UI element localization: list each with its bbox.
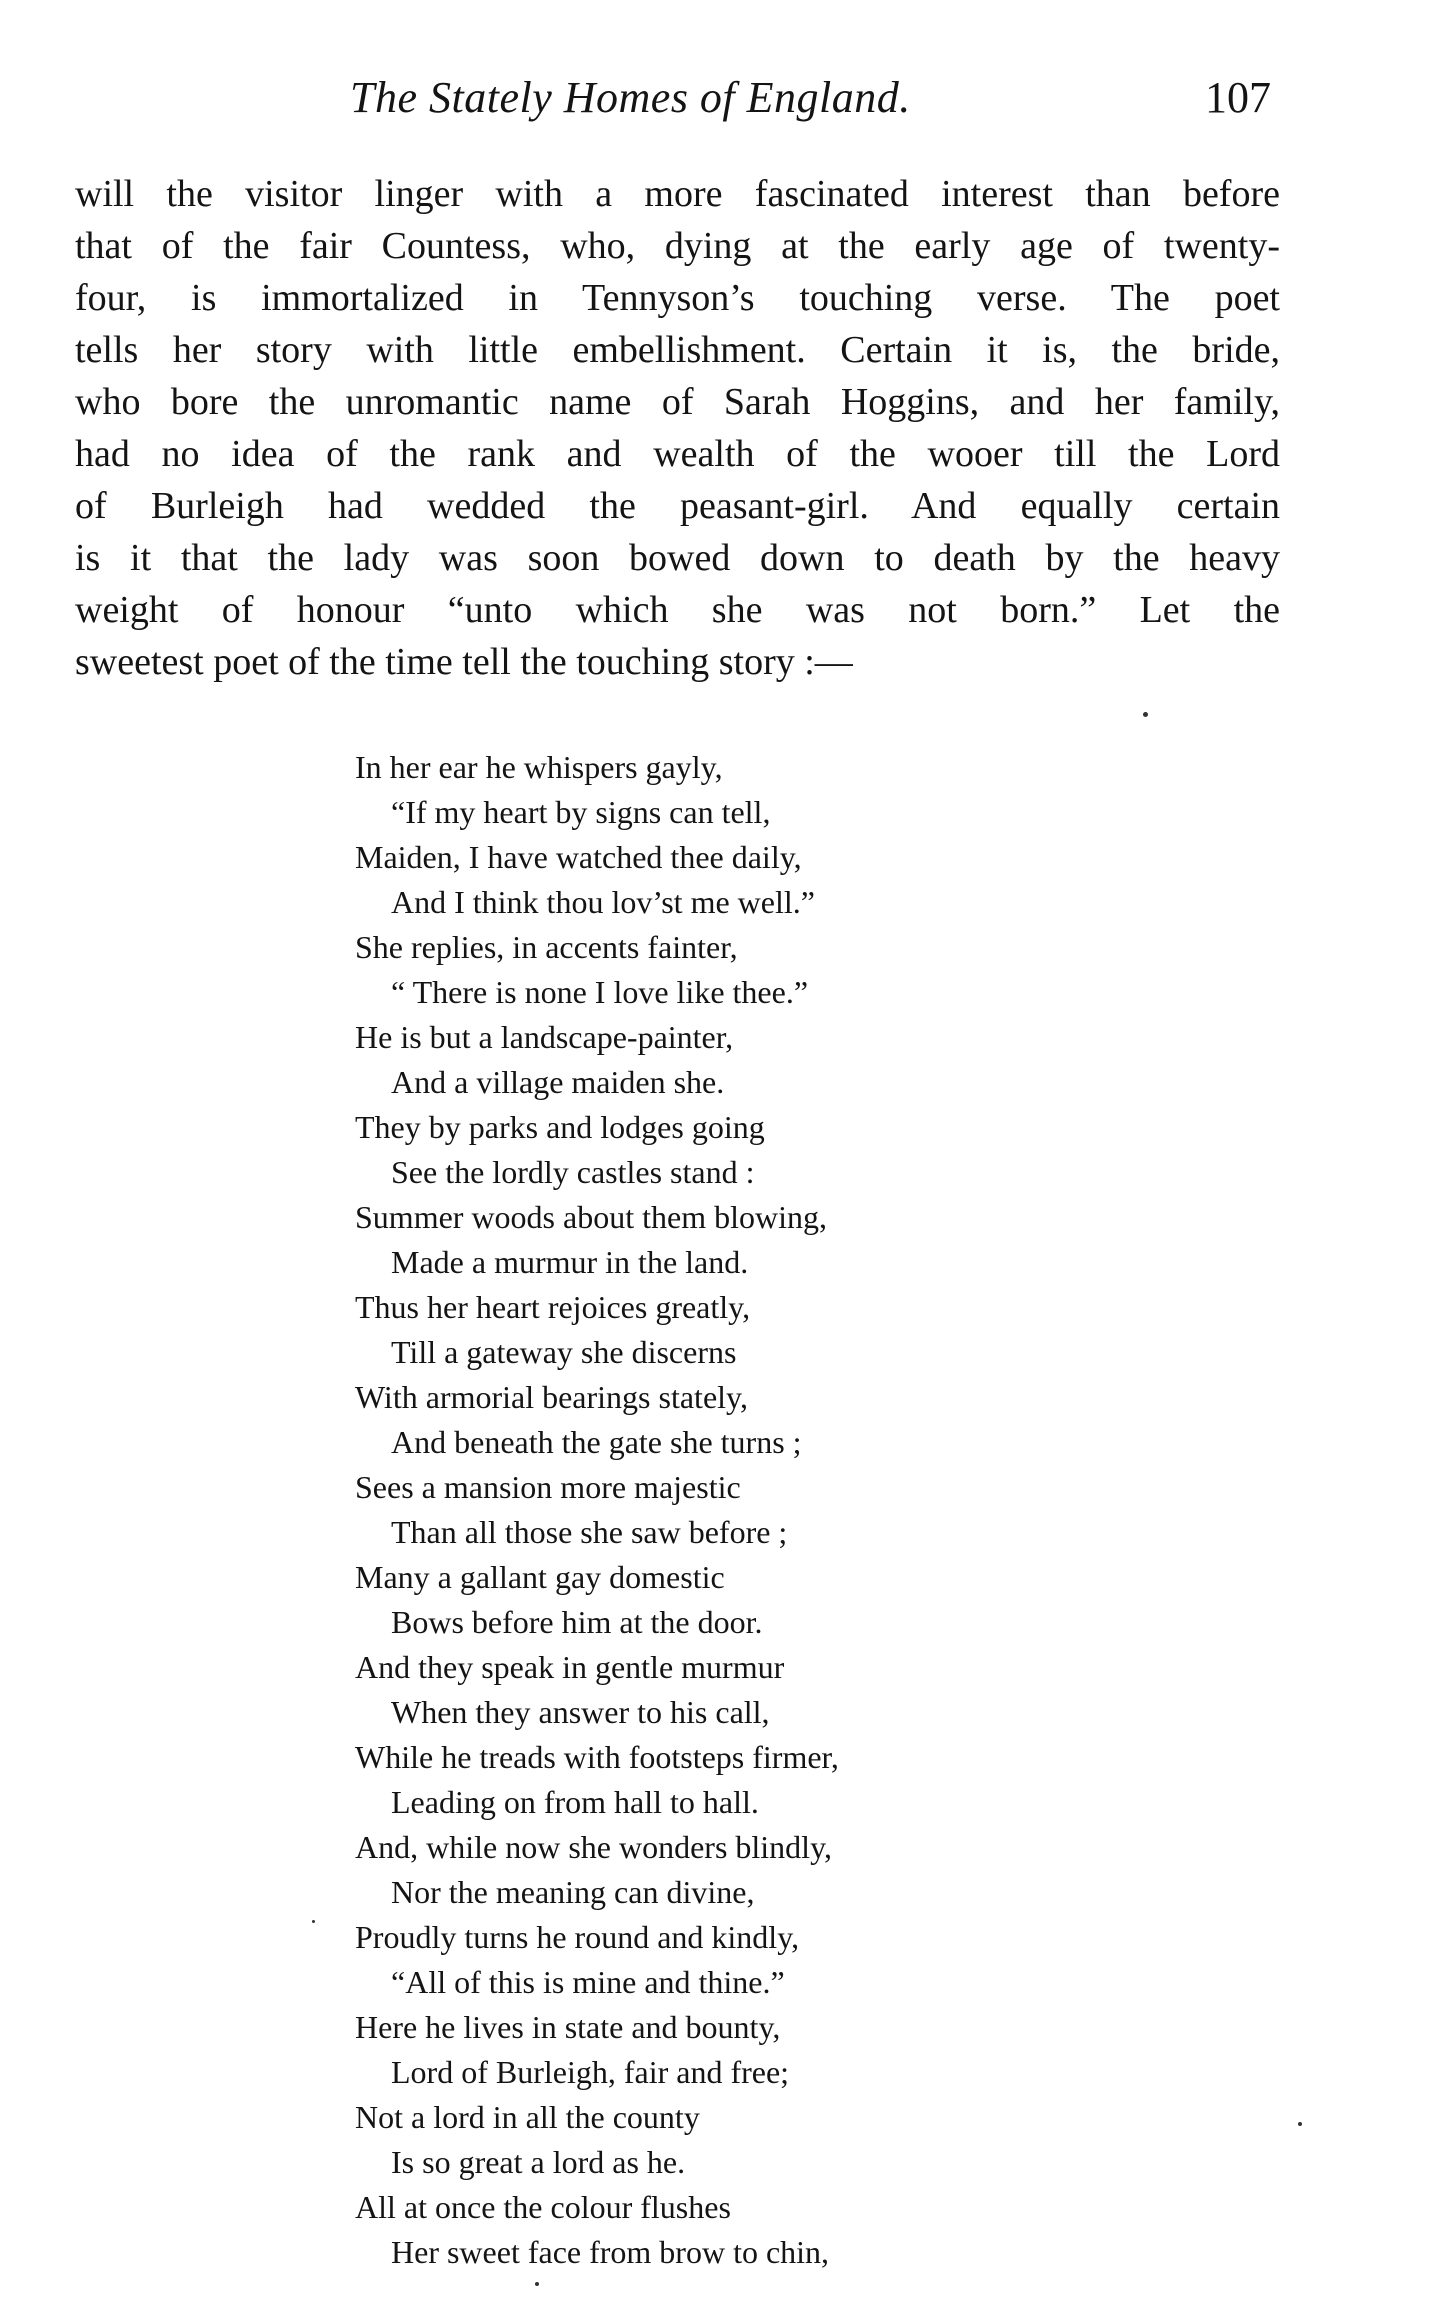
verse-line: Maiden, I have watched thee daily, xyxy=(355,839,802,875)
verse-line: While he treads with footsteps firmer, xyxy=(355,1739,839,1775)
verse-line: And they speak in gentle murmur xyxy=(355,1649,785,1685)
verse-line: See the lordly castles stand : xyxy=(391,1154,755,1190)
prose-line: four, is immortalized in Tennyson’s touching verse. The poet xyxy=(75,277,1280,319)
verse-line: And a village maiden she. xyxy=(391,1064,725,1100)
verse-line: Many a gallant gay domestic xyxy=(355,1559,725,1595)
prose-line: had no idea of the rank and wealth of the wooer till the Lord xyxy=(75,433,1280,475)
print-speck xyxy=(1298,2122,1302,2126)
verse-line: Than all those she saw before ; xyxy=(391,1514,788,1550)
verse-line: Here he lives in state and bounty, xyxy=(355,2009,781,2045)
print-speck xyxy=(535,2282,539,2286)
prose-line: who bore the unromantic name of Sarah Hoggins, and her family, xyxy=(75,381,1280,423)
running-title: The Stately Homes of England. xyxy=(350,73,911,122)
verse-line: Made a murmur in the land. xyxy=(391,1244,749,1280)
verse-line: Proudly turns he round and kindly, xyxy=(355,1919,800,1955)
verse-line: Till a gateway she discerns xyxy=(391,1334,737,1370)
page-number: 107 xyxy=(1205,73,1271,122)
verse-line: In her ear he whispers gayly, xyxy=(355,749,723,785)
verse-line: Is so great a lord as he. xyxy=(391,2144,686,2180)
verse-line: Her sweet face from brow to chin, xyxy=(391,2234,830,2270)
verse-line: Lord of Burleigh, fair and free; xyxy=(391,2054,790,2090)
verse-line: They by parks and lodges going xyxy=(355,1109,765,1145)
verse-line: Bows before him at the door. xyxy=(391,1604,763,1640)
verse-line: Not a lord in all the county xyxy=(355,2099,700,2135)
verse-line: With armorial bearings stately, xyxy=(355,1379,748,1415)
verse-line: And beneath the gate she turns ; xyxy=(391,1424,802,1460)
verse-line: Sees a mansion more majestic xyxy=(355,1469,741,1505)
verse-line: Nor the meaning can divine, xyxy=(391,1874,755,1910)
print-speck xyxy=(312,1920,315,1923)
verse-line: When they answer to his call, xyxy=(391,1694,770,1730)
verse-line: “If my heart by signs can tell, xyxy=(391,794,771,830)
prose-line: weight of honour “unto which she was not born.” Let the xyxy=(75,589,1280,631)
verse-line: Leading on from hall to hall. xyxy=(391,1784,759,1820)
verse-line: All at once the colour flushes xyxy=(355,2189,731,2225)
prose-line: that of the fair Countess, who, dying at the early age of twenty- xyxy=(75,225,1280,267)
prose-line: tells her story with little embellishment. Certain it is, the bride, xyxy=(75,329,1280,371)
verse-line: And, while now she wonders blindly, xyxy=(355,1829,832,1865)
prose-line: will the visitor linger with a more fascinated interest than before xyxy=(75,173,1280,215)
prose-line: is it that the lady was soon bowed down to death by the heavy xyxy=(75,537,1280,579)
verse-line: “ There is none I love like thee.” xyxy=(391,974,809,1010)
print-speck xyxy=(1143,712,1148,717)
poem xyxy=(355,745,1055,2275)
prose-paragraph xyxy=(75,168,1280,688)
verse-line: Summer woods about them blowing, xyxy=(355,1199,827,1235)
verse-line: And I think thou lov’st me well.” xyxy=(391,884,815,920)
verse-line: Thus her heart rejoices greatly, xyxy=(355,1289,751,1325)
verse-line: He is but a landscape-painter, xyxy=(355,1019,734,1055)
prose-line: sweetest poet of the time tell the touching story :— xyxy=(75,641,853,683)
prose-line: of Burleigh had wedded the peasant-girl. And equally certain xyxy=(75,485,1280,527)
running-head xyxy=(0,72,1450,132)
verse-line: “All of this is mine and thine.” xyxy=(391,1964,785,2000)
verse-line: She replies, in accents fainter, xyxy=(355,929,738,965)
